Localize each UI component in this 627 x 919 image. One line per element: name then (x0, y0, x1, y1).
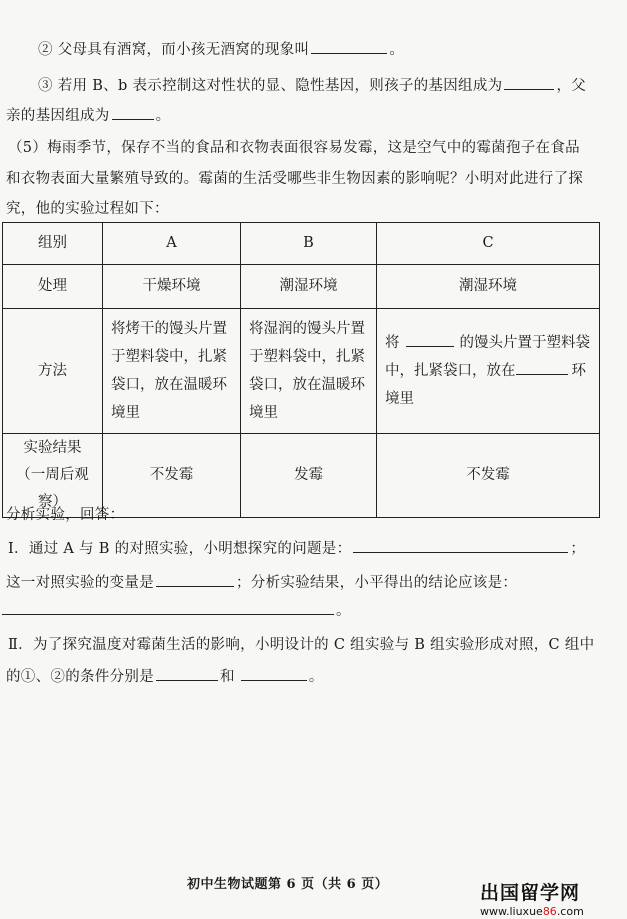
table-cell-result-a: 不发霉 (103, 434, 241, 518)
table-row-method (3, 309, 600, 434)
table-cell-method-label: 方法 (3, 309, 103, 434)
table-cell-method-c (377, 309, 600, 434)
method-c-part-3: 环境里 (385, 363, 586, 407)
question-3-line2-end: 。 (155, 108, 171, 124)
table-cell-treatment-c: 潮湿环境 (377, 265, 600, 309)
question-5-line-2: 和衣物表面大量繁殖导致的。霉菌的生活受哪些非生物因素的影响呢？小明对此进行了探 (6, 171, 584, 187)
question-3-text: ③ 若用 B、b 表示控制这对性状的显、隐性基因，则孩子的基因组成为 (38, 78, 503, 94)
answer-blank (156, 574, 234, 587)
analysis-i-line-2 (6, 571, 517, 592)
page-footer: 初中生物试题第 6 页（共 6 页） (187, 877, 389, 892)
table-cell-treatment-a: 干燥环境 (103, 265, 241, 309)
result-label-line-2: （一周后观察） (16, 467, 89, 510)
watermark-site-name: 出国留学网 (480, 882, 581, 904)
analysis-ii-and: 和 (220, 669, 235, 685)
table-row-header (3, 223, 600, 265)
analysis-intro: 分析实验，回答： (6, 507, 125, 523)
answer-blank (112, 107, 154, 120)
analysis-i-line1-end: ； (570, 541, 586, 557)
answer-blank (504, 77, 554, 90)
result-label-line-1: 实验结果 (23, 440, 82, 456)
analysis-ii-end: 。 (308, 669, 324, 685)
question-5-line-1: （5）梅雨季节，保存不当的食品和衣物表面很容易发霉，这是空气中的霉菌孢子在食品 (8, 140, 580, 156)
analysis-ii-line-1: Ⅱ．为了探究温度对霉菌生活的影响，小明设计的 C 组实验与 B 组实验形成对照，C 组中 (8, 637, 595, 653)
experiment-table (2, 222, 600, 518)
table-cell-group-c: C (377, 223, 600, 265)
analysis-i-line-3 (2, 599, 351, 620)
analysis-ii-text: 的①、②的条件分别是 (6, 669, 154, 685)
table-cell-result-c: 不发霉 (377, 434, 600, 518)
table-cell-group-label: 组别 (3, 223, 103, 265)
analysis-i-conclusion-text: ；分析实验结果，小平得出的结论应该是： (236, 575, 518, 591)
table-cell-treatment-b: 潮湿环境 (241, 265, 377, 309)
table-cell-method-a: 将烤干的馒头片置于塑料袋中，扎紧袋口，放在温暖环境里 (103, 309, 241, 434)
table-cell-group-a: A (103, 223, 241, 265)
question-3-line1-end: ，父 (556, 78, 587, 94)
answer-blank (516, 362, 568, 375)
analysis-ii-line-2 (6, 665, 324, 686)
method-c-part-2: 的馒头片置于塑料袋中，扎紧袋口，放在 (385, 335, 590, 379)
table-row-treatment (3, 265, 600, 309)
answer-blank (311, 41, 387, 54)
answer-blank (2, 602, 334, 615)
answer-blank (406, 334, 454, 347)
question-3-line-1 (38, 74, 586, 95)
question-2-end: 。 (389, 42, 405, 58)
question-3-line-2 (6, 104, 170, 125)
analysis-i-text: Ⅰ．通过 A 与 B 的对照实验，小明想探究的问题是： (8, 541, 352, 557)
table-cell-method-b: 将湿润的馒头片置于塑料袋中，扎紧袋口，放在温暖环境里 (241, 309, 377, 434)
table-cell-group-b: B (241, 223, 377, 265)
question-3-line2-text: 亲的基因组成为 (6, 108, 110, 124)
method-c-part-1: 将 (385, 335, 400, 351)
answer-blank (241, 668, 307, 681)
table-cell-result-b: 发霉 (241, 434, 377, 518)
question-5-line-3: 究，他的实验过程如下： (6, 201, 169, 217)
answer-blank (156, 668, 218, 681)
analysis-i-line-1 (8, 537, 585, 558)
site-watermark (480, 883, 584, 919)
analysis-i-variable-text: 这一对照实验的变量是 (6, 575, 154, 591)
question-2-line (38, 38, 404, 59)
analysis-i-line3-end: 。 (336, 603, 351, 619)
answer-blank (353, 540, 568, 553)
table-cell-treatment-label: 处理 (3, 265, 103, 309)
question-2-text: ② 父母具有酒窝，而小孩无酒窝的现象叫 (38, 42, 310, 58)
watermark-url: www.liuxue86.com (480, 905, 584, 918)
